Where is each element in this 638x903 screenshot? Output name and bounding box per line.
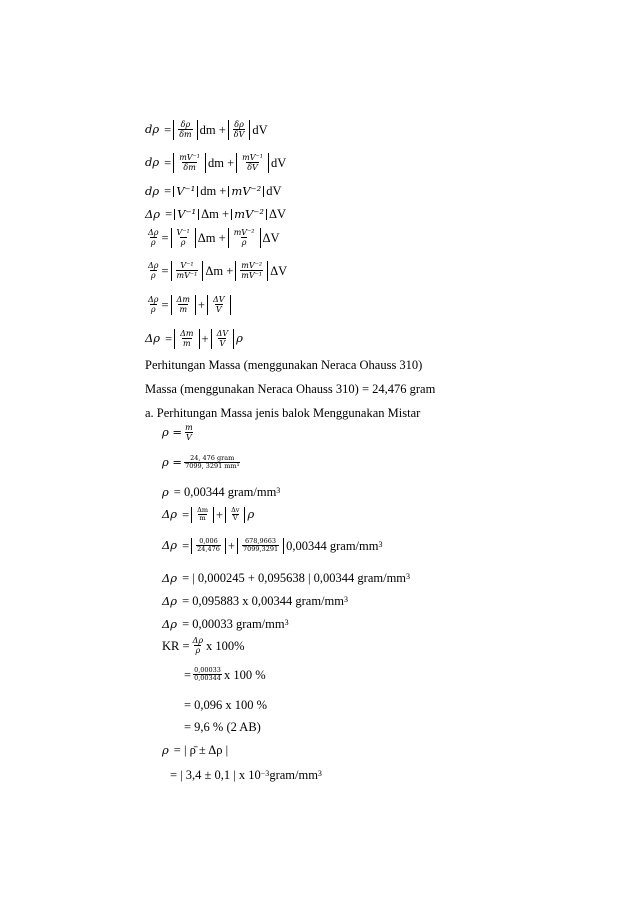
denominator: ρ: [180, 238, 186, 248]
denominator: m: [179, 305, 188, 315]
lhs: Δρ: [162, 570, 178, 585]
numerator: mV⁻¹: [242, 153, 263, 162]
calc-line-11: = 0,096 x 100 %: [184, 698, 268, 712]
value: = 0,00344 gram/mm: [173, 485, 277, 499]
lhs: Δρ: [162, 616, 178, 631]
equals: =: [161, 230, 169, 245]
calc-line-2: [162, 455, 242, 471]
equation-line-7: [145, 295, 233, 315]
abs-term: [235, 261, 268, 281]
numerator: 678,9663: [245, 537, 277, 545]
value: = | ρ̄ ± Δρ |: [173, 743, 229, 757]
term-text: 0,00344 gram/mm: [286, 538, 379, 553]
equals: =: [164, 184, 172, 198]
equals: =: [165, 331, 173, 346]
lhs: Δρ: [162, 507, 178, 522]
denominator: V: [185, 433, 192, 443]
abs-term: [207, 295, 231, 315]
equals: =: [161, 263, 169, 278]
term-text: ΔV: [268, 207, 287, 221]
abs-term: mV⁻²: [228, 186, 264, 198]
numerator: Δm: [180, 329, 194, 338]
term-text: +: [216, 507, 224, 522]
lhs: Δρ: [145, 206, 161, 221]
numerator: mV⁻²: [233, 228, 255, 237]
term-text: dm +: [207, 155, 235, 170]
equation-line-6: [145, 261, 287, 281]
lhs-fraction: [147, 295, 159, 315]
equals: =: [184, 667, 192, 682]
term-text: x 100 %: [223, 667, 266, 682]
calc-line-10: [184, 667, 266, 683]
term-text: dm +: [200, 184, 227, 198]
equals: =: [165, 207, 173, 221]
abs-term: [174, 329, 199, 349]
calc-line-7: Δρ = 0,095883 x 0,00344 gram/mm $^3$: [162, 593, 348, 608]
abs-term: [211, 329, 235, 349]
rho-symbol: ρ: [247, 507, 255, 522]
numerator: ΔV: [216, 329, 229, 338]
fraction: [192, 636, 204, 656]
calc-line-1: [162, 423, 196, 443]
calc-line-12: = 9,6 % (2 AB): [184, 720, 261, 734]
denominator: δm: [179, 130, 192, 140]
numerator: Δρ: [148, 295, 159, 304]
calc-line-9: [162, 636, 245, 656]
denominator: ρ: [195, 646, 201, 656]
abs-term: [225, 507, 245, 523]
numerator: V⁻¹: [180, 261, 194, 270]
denominator: 7099, 3291 mm³: [185, 462, 240, 471]
calc-line-3: ρ = 0,00344 gram/mm $^3$: [162, 484, 281, 499]
term-text: Δm +: [201, 207, 230, 221]
rho-symbol: ρ: [236, 331, 243, 346]
numerator: Δm: [176, 295, 190, 304]
numerator: Δv: [231, 506, 240, 514]
abs-term: [236, 153, 269, 173]
lhs: ρ: [162, 484, 169, 499]
calc-line-5: Δρ = $\frac{0,006}{24,476}$ + $\frac{678,9663}{7099,3291}$ 0,00344 gram/mm $^3$: [162, 537, 383, 554]
lhs-fraction: [147, 228, 159, 248]
abs-term: V⁻¹: [174, 209, 199, 221]
calc-line-8: Δρ = 0,00033 gram/mm $^3$: [162, 616, 289, 631]
calc-line-4: [162, 507, 254, 523]
equation-line-1: [145, 120, 268, 140]
abs-term: [173, 120, 197, 140]
abs-term: [191, 538, 226, 554]
numerator: Δρ: [148, 261, 159, 270]
denominator: δV: [233, 130, 245, 140]
abs-term: V⁻¹: [173, 186, 198, 198]
equation-line-4: [145, 208, 286, 221]
term-text: +: [227, 538, 235, 553]
unit-text: gram/mm: [269, 768, 318, 782]
denominator: 7099,3291: [242, 545, 279, 554]
fraction: [193, 667, 222, 683]
value: = 0,00033 gram/mm: [182, 617, 285, 631]
term-text: ΔV: [262, 230, 280, 245]
list-item-a: a. Perhitungan Massa jenis balok Menggunakan Mistar: [145, 406, 421, 420]
denominator: V: [215, 305, 222, 315]
abs-term: [237, 538, 284, 554]
lhs: dρ: [145, 183, 160, 198]
numerator: ΔV: [212, 295, 225, 304]
numerator: 24, 476 gram: [190, 454, 235, 462]
numerator: mV⁻¹: [179, 153, 200, 162]
fraction: [184, 455, 240, 471]
equals: =: [164, 155, 172, 170]
abs-term: [173, 153, 206, 173]
term-text: ΔV: [270, 263, 288, 278]
denominator: mV⁻¹: [241, 271, 263, 281]
numerator: 0,00033: [194, 666, 221, 674]
term-text: Δm +: [205, 263, 234, 278]
equation-line-8: [145, 329, 243, 349]
value: = | 0,000245 + 0,095638 | 0,00344 gram/mm: [182, 571, 407, 585]
denominator: ρ: [150, 238, 156, 248]
lhs: Δρ: [162, 593, 178, 608]
fraction: [184, 423, 194, 443]
equals: =: [161, 297, 169, 312]
abs-term: [171, 261, 204, 281]
lhs: Δρ: [145, 331, 161, 346]
abs-term: [171, 228, 196, 248]
lhs: ρ =: [162, 425, 183, 440]
denominator: 0,00344: [194, 674, 221, 683]
denominator: V: [232, 514, 238, 523]
massa-statement: Massa (menggunakan Neraca Ohauss 310) = 24,476 gram: [145, 382, 436, 396]
calc-line-6: Δρ = | 0,000245 + 0,095638 | 0,00344 gram/mm $^3$: [162, 570, 411, 585]
numerator: mV⁻²: [241, 261, 263, 270]
denominator: δV: [247, 163, 258, 173]
denominator: 24,476: [197, 545, 220, 554]
section-heading: Perhitungan Massa (menggunakan Neraca Ohauss 310): [145, 358, 423, 372]
lhs: ρ: [162, 742, 169, 757]
lhs: Δρ: [162, 538, 178, 553]
equals: =: [164, 122, 172, 137]
equals: =: [182, 538, 190, 553]
abs-term: [171, 295, 196, 315]
equation-line-5: [145, 228, 280, 248]
denominator: m: [199, 514, 206, 523]
term-text: dm +: [199, 122, 226, 137]
denominator: V: [219, 339, 226, 349]
denominator: mV⁻¹: [176, 271, 198, 281]
denominator: δm: [183, 163, 196, 173]
lhs: dρ: [145, 122, 160, 137]
equation-line-3: [145, 185, 282, 198]
abs-term: [191, 507, 214, 523]
numerator: V⁻¹: [176, 228, 190, 237]
abs-term: mV⁻²: [231, 209, 267, 221]
lhs: KR =: [162, 638, 190, 653]
abs-term: [228, 228, 261, 248]
abs-term: [228, 120, 251, 140]
term-text: Δm +: [197, 230, 226, 245]
lhs-fraction: [147, 261, 159, 281]
numerator: Δρ: [192, 636, 204, 645]
denominator: ρ: [241, 238, 247, 248]
lhs: ρ =: [162, 455, 183, 470]
numerator: m: [185, 423, 193, 432]
denominator: ρ: [150, 271, 156, 281]
numerator: δρ: [180, 120, 191, 129]
term-text: dV: [252, 122, 268, 137]
lhs: dρ: [145, 155, 160, 170]
value: = 0,095883 x 0,00344 gram/mm: [182, 594, 344, 608]
numerator: 0,006: [199, 537, 218, 545]
numerator: Δρ: [148, 228, 159, 237]
term-text: dV: [270, 155, 287, 170]
value: = | 3,4 ± 0,1 | x 10: [170, 768, 261, 782]
term-text: dV: [266, 184, 282, 198]
calc-line-14: = | 3,4 ± 0,1 | x 10 $^{-3}$ gram/mm $^3$: [170, 768, 322, 782]
equals: =: [182, 507, 190, 522]
calc-line-13: [162, 744, 228, 757]
equation-line-2: [145, 153, 286, 173]
numerator: δρ: [234, 120, 244, 129]
denominator: m: [183, 339, 191, 349]
term-text: x 100%: [206, 638, 245, 653]
numerator: Δm: [197, 506, 208, 514]
term-text: +: [197, 297, 205, 312]
term-text: +: [201, 331, 209, 346]
denominator: ρ: [150, 305, 156, 315]
